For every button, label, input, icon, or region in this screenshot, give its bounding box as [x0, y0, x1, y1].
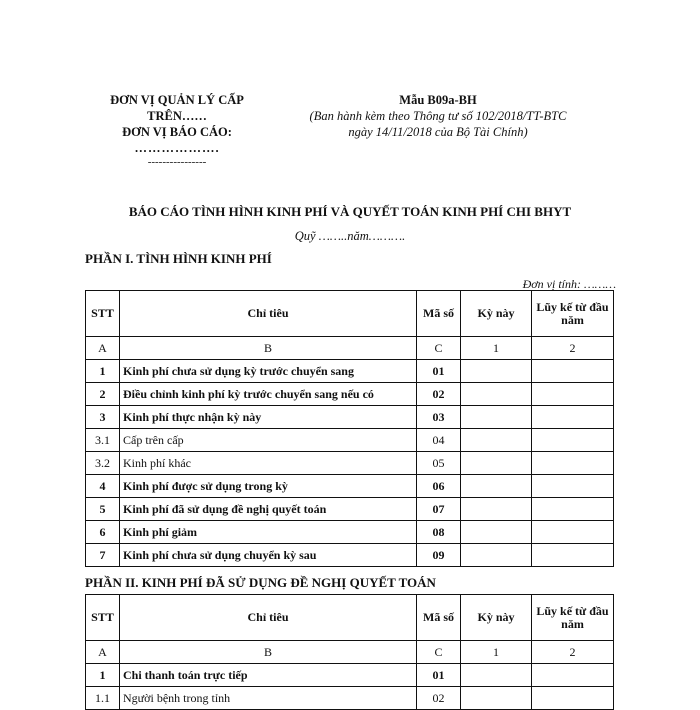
row-ytd-value — [532, 475, 614, 498]
row-this-period-value — [461, 429, 532, 452]
table-row — [86, 544, 614, 567]
part1-table — [85, 290, 614, 567]
reporting-unit-blank: ………………. — [134, 141, 220, 155]
row-ytd-value — [532, 544, 614, 567]
part1-title: PHẦN I. TÌNH HÌNH KINH PHÍ — [85, 251, 272, 266]
row-this-period-value — [461, 452, 532, 475]
letter-1: 1 — [461, 641, 532, 664]
row-stt: 5 — [86, 498, 120, 521]
row-code: 02 — [417, 383, 461, 406]
col-ytd: Lũy kế từ đầu năm — [532, 291, 614, 337]
letter-a: A — [86, 337, 120, 360]
row-this-period-value — [461, 360, 532, 383]
table-row — [86, 521, 614, 544]
row-stt: 1 — [86, 360, 120, 383]
row-stt: 7 — [86, 544, 120, 567]
row-code: 08 — [417, 521, 461, 544]
report-period: Quỹ ……..năm………. — [294, 229, 406, 243]
row-indicator: Cấp trên cấp — [120, 429, 417, 452]
legal-basis-line2: ngày 14/11/2018 của Bộ Tài Chính) — [348, 125, 528, 139]
row-indicator: Chi thanh toán trực tiếp — [120, 664, 417, 687]
col-this-period: Kỳ này — [461, 595, 532, 641]
reporting-unit-header — [90, 92, 264, 168]
report-title: BÁO CÁO TÌNH HÌNH KINH PHÍ VÀ QUYẾT TOÁN KINH PHÍ CHI BHYT — [128, 204, 572, 219]
row-ytd-value — [532, 383, 614, 406]
table-row — [86, 406, 614, 429]
table-row — [86, 452, 614, 475]
row-this-period-value — [461, 475, 532, 498]
row-ytd-value — [532, 498, 614, 521]
row-code: 04 — [417, 429, 461, 452]
col-code: Mã số — [417, 595, 461, 641]
row-ytd-value — [532, 687, 614, 710]
col-indicator: Chỉ tiêu — [120, 595, 417, 641]
letter-c: C — [417, 641, 461, 664]
col-this-period: Kỳ này — [461, 291, 532, 337]
col-ytd: Lũy kế từ đầu năm — [532, 595, 614, 641]
row-indicator: Kinh phí chưa sử dụng kỳ trước chuyển sang — [120, 360, 417, 383]
table-row — [86, 383, 614, 406]
row-stt: 1 — [86, 664, 120, 687]
row-indicator: Kinh phí đã sử dụng đề nghị quyết toán — [120, 498, 417, 521]
row-code: 01 — [417, 360, 461, 383]
row-stt: 1.1 — [86, 687, 120, 710]
row-this-period-value — [461, 383, 532, 406]
row-indicator: Kinh phí được sử dụng trong kỳ — [120, 475, 417, 498]
table-row — [86, 360, 614, 383]
row-ytd-value — [532, 452, 614, 475]
table-row — [86, 498, 614, 521]
unit-of-measure: Đơn vị tính: ……… — [522, 277, 616, 291]
row-this-period-value — [461, 521, 532, 544]
row-indicator: Người bệnh trong tỉnh — [120, 687, 417, 710]
letter-2: 2 — [532, 337, 614, 360]
row-ytd-value — [532, 406, 614, 429]
row-stt: 4 — [86, 475, 120, 498]
col-stt: STT — [86, 291, 120, 337]
superior-unit-label: ĐƠN VỊ QUẢN LÝ CẤP — [110, 93, 244, 107]
row-stt: 2 — [86, 383, 120, 406]
table-row — [86, 429, 614, 452]
part2-title: PHẦN II. KINH PHÍ ĐÃ SỬ DỤNG ĐỀ NGHỊ QUYẾT TOÁN — [85, 575, 436, 590]
letter-2: 2 — [532, 641, 614, 664]
letter-b: B — [120, 641, 417, 664]
letter-row — [86, 337, 614, 360]
row-this-period-value — [461, 664, 532, 687]
row-code: 09 — [417, 544, 461, 567]
letter-a: A — [86, 641, 120, 664]
letter-row — [86, 641, 614, 664]
row-ytd-value — [532, 429, 614, 452]
row-stt: 3.2 — [86, 452, 120, 475]
row-ytd-value — [532, 664, 614, 687]
col-indicator: Chỉ tiêu — [120, 291, 417, 337]
table-row — [86, 687, 614, 710]
row-indicator: Kinh phí giảm — [120, 521, 417, 544]
row-code: 05 — [417, 452, 461, 475]
row-ytd-value — [532, 521, 614, 544]
row-code: 02 — [417, 687, 461, 710]
letter-c: C — [417, 337, 461, 360]
reporting-unit-label: ĐƠN VỊ BÁO CÁO: — [122, 125, 232, 139]
row-stt: 3.1 — [86, 429, 120, 452]
form-code-header — [283, 92, 593, 140]
letter-b: B — [120, 337, 417, 360]
row-indicator: Kinh phí thực nhận kỳ này — [120, 406, 417, 429]
row-code: 01 — [417, 664, 461, 687]
row-indicator: Kinh phí chưa sử dụng chuyển kỳ sau — [120, 544, 417, 567]
row-stt: 6 — [86, 521, 120, 544]
row-code: 06 — [417, 475, 461, 498]
row-this-period-value — [461, 406, 532, 429]
row-this-period-value — [461, 687, 532, 710]
row-code: 03 — [417, 406, 461, 429]
row-stt: 3 — [86, 406, 120, 429]
table-row — [86, 475, 614, 498]
letter-1: 1 — [461, 337, 532, 360]
row-code: 07 — [417, 498, 461, 521]
col-code: Mã số — [417, 291, 461, 337]
superior-unit-label-cont: TRÊN…… — [147, 109, 207, 123]
header-divider: ---------------- — [147, 156, 207, 168]
legal-basis-line1: (Ban hành kèm theo Thông tư số 102/2018/TT-BTC — [309, 109, 567, 123]
row-this-period-value — [461, 498, 532, 521]
row-this-period-value — [461, 544, 532, 567]
row-indicator: Điều chỉnh kinh phí kỳ trước chuyển sang nếu có — [120, 383, 417, 406]
table-row — [86, 664, 614, 687]
row-indicator: Kinh phí khác — [120, 452, 417, 475]
row-ytd-value — [532, 360, 614, 383]
col-stt: STT — [86, 595, 120, 641]
form-code: Mẫu B09a-BH — [399, 93, 477, 107]
part2-table — [85, 594, 614, 710]
